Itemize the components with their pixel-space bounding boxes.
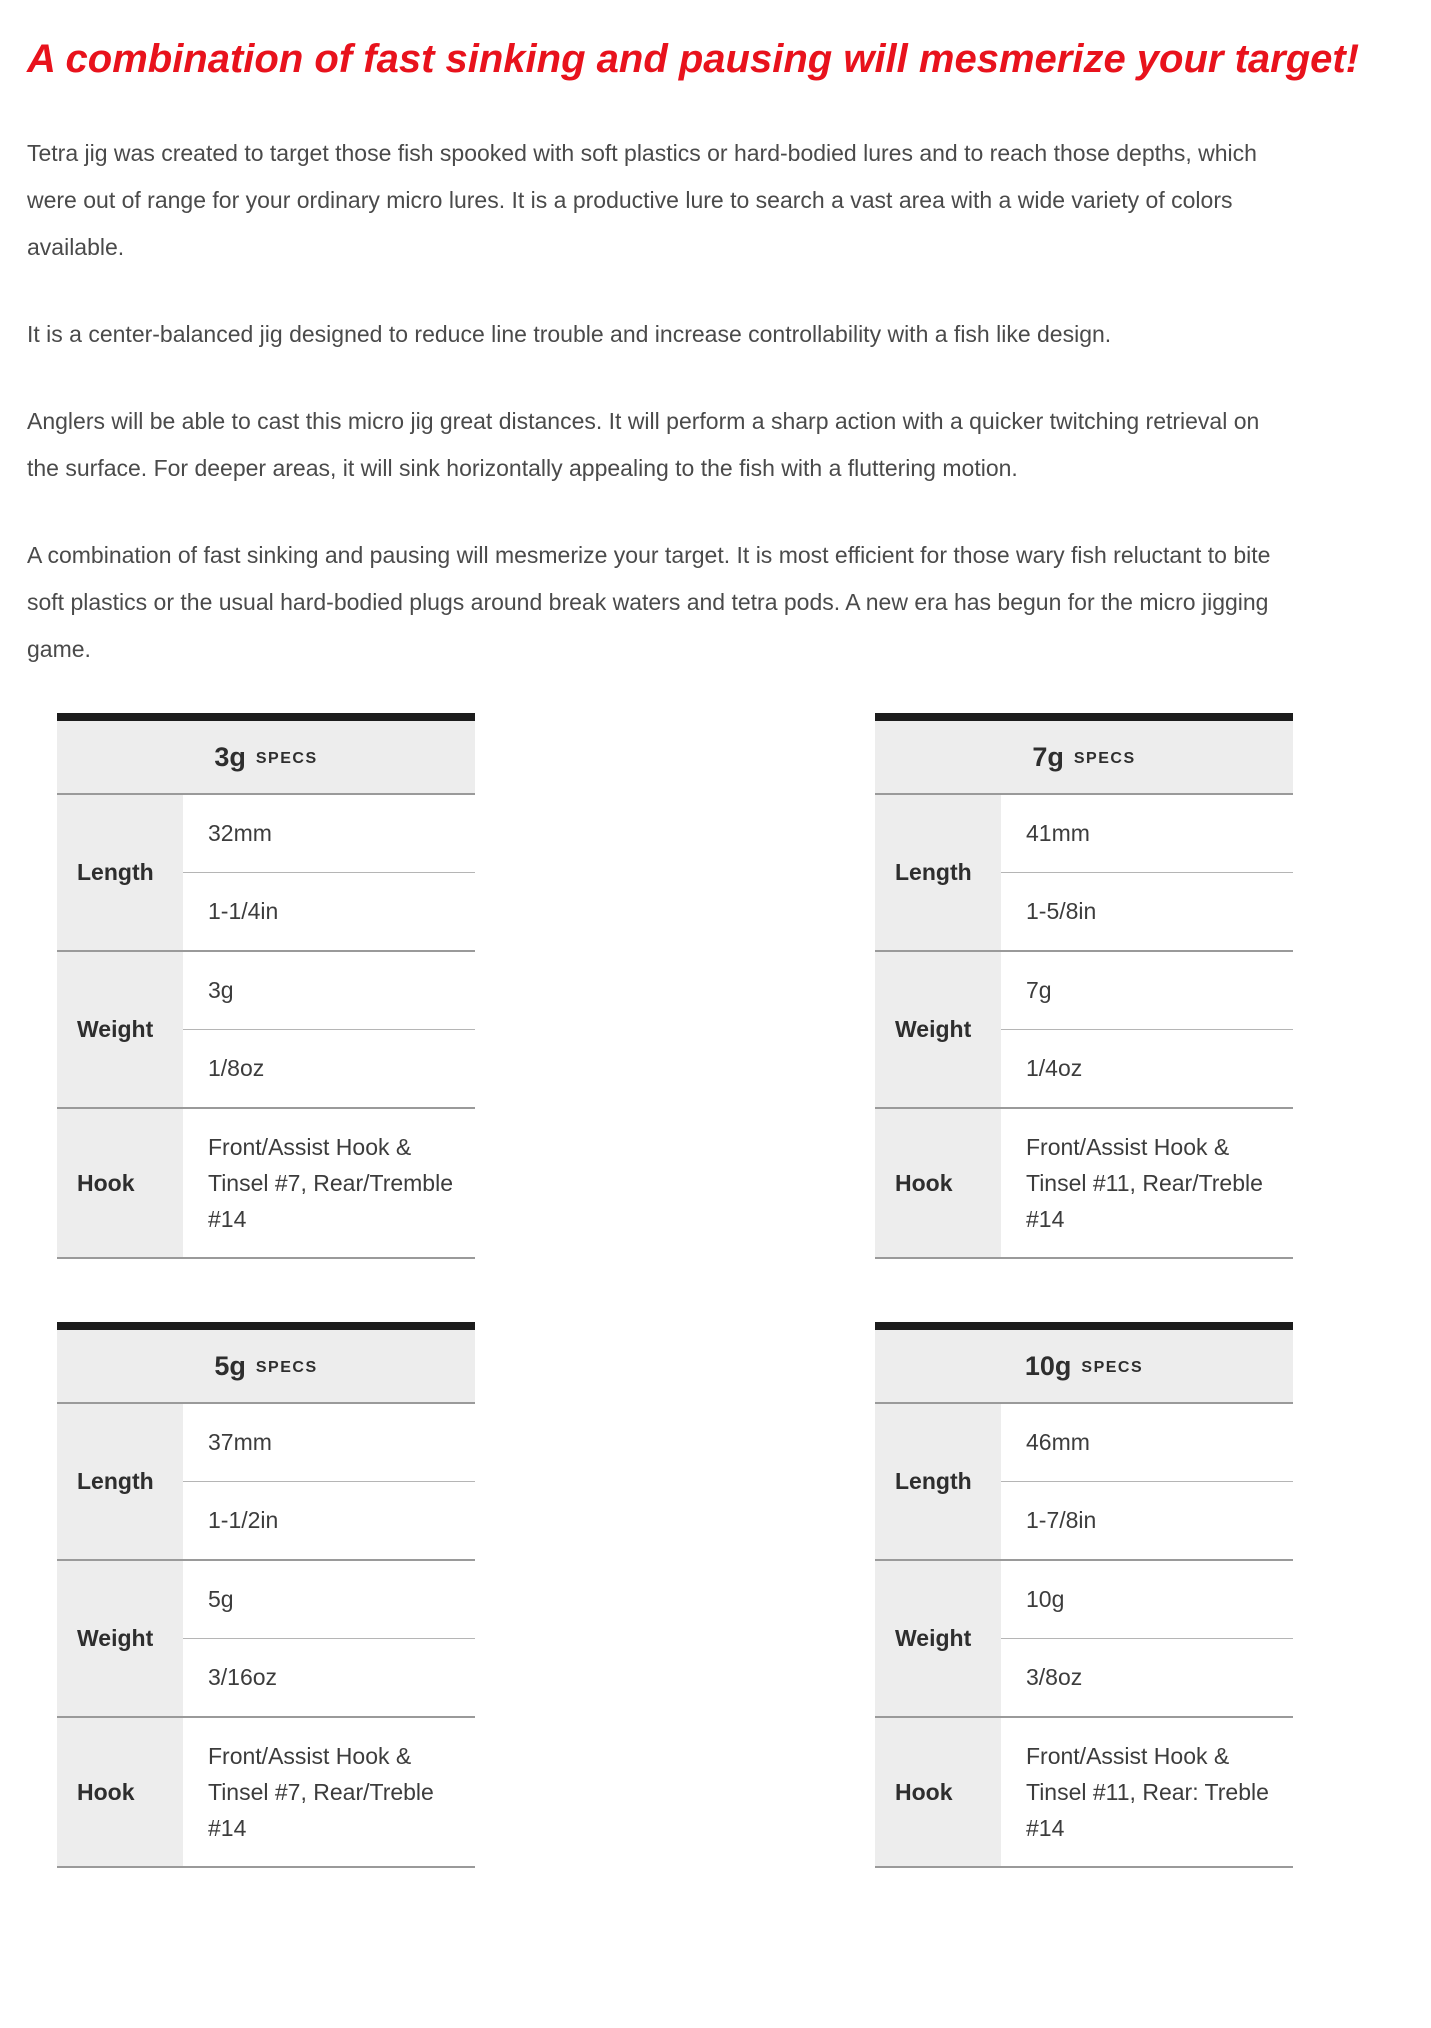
length-values: [183, 1404, 475, 1559]
length-label: Length: [57, 1404, 183, 1559]
length-in-value: 1-1/2in: [183, 1481, 475, 1559]
length-label: Length: [875, 795, 1001, 950]
table-title-weight: 3g: [214, 741, 246, 772]
weight-row: [57, 1561, 475, 1718]
length-values: [1001, 1404, 1293, 1559]
table-title-weight: 10g: [1024, 1350, 1072, 1381]
hook-values: [183, 1718, 475, 1866]
table-top-bar: [875, 1322, 1293, 1330]
hook-value: Front/Assist Hook & Tinsel #7, Rear/Treble #14: [208, 1743, 434, 1841]
hook-value: Front/Assist Hook & Tinsel #7, Rear/Tremble #14: [208, 1134, 453, 1232]
table-header-3g: [57, 721, 475, 795]
weight-oz-value: 3/16oz: [183, 1638, 475, 1716]
hook-value: Front/Assist Hook & Tinsel #11, Rear: Treble #14: [1026, 1743, 1269, 1841]
hook-values: [1001, 1109, 1293, 1257]
paragraph-summary: A combination of fast sinking and pausing will mesmerize your target. It is most efficient for those wary fish reluctant to bite soft plastics or the usual hard-bodied plugs around break waters and tetra pods. A new era has begun for the micro jigging game.: [27, 542, 1271, 662]
weight-row: [875, 952, 1293, 1109]
weight-label: Weight: [57, 952, 183, 1107]
hook-values: [183, 1109, 475, 1257]
weight-label: Weight: [57, 1561, 183, 1716]
weight-label: Weight: [875, 1561, 1001, 1716]
weight-oz-value: 3/8oz: [1001, 1638, 1293, 1716]
weight-row: [875, 1561, 1293, 1718]
hook-value: Front/Assist Hook & Tinsel #11, Rear/Treble #14: [1026, 1134, 1263, 1232]
length-row: [875, 1404, 1293, 1561]
spec-table-5g: [57, 1322, 475, 1868]
length-row: [57, 1404, 475, 1561]
weight-oz-value: 1/4oz: [1001, 1029, 1293, 1107]
hook-label: Hook: [875, 1718, 1001, 1866]
hook-values: [1001, 1718, 1293, 1866]
hook-label: Hook: [57, 1109, 183, 1257]
weight-values: [1001, 1561, 1293, 1716]
weight-values: [183, 1561, 475, 1716]
spec-table-7g: [875, 713, 1293, 1259]
page-title: A combination of fast sinking and pausing will mesmerize your target!: [27, 37, 1360, 81]
hook-row: [875, 1109, 1293, 1259]
table-top-bar: [57, 713, 475, 721]
length-row: [57, 795, 475, 952]
hook-label: Hook: [57, 1718, 183, 1866]
table-title-specs: SPECS: [1073, 750, 1136, 767]
length-mm-value: 41mm: [1026, 820, 1090, 846]
weight-g-value: 10g: [1026, 1586, 1065, 1612]
length-in-value: 1-7/8in: [1001, 1481, 1293, 1559]
hook-row: [57, 1109, 475, 1259]
weight-g-value: 3g: [208, 977, 234, 1003]
table-header-5g: [57, 1330, 475, 1404]
table-title-specs: SPECS: [255, 1359, 318, 1376]
table-top-bar: [57, 1322, 475, 1330]
spec-table-10g: [875, 1322, 1293, 1868]
table-title-weight: 5g: [214, 1350, 246, 1381]
table-title-specs: SPECS: [1081, 1359, 1144, 1376]
length-values: [1001, 795, 1293, 950]
paragraph-balance: It is a center-balanced jig designed to reduce line trouble and increase controllability with a fish like design.: [27, 321, 1112, 347]
weight-g-value: 7g: [1026, 977, 1052, 1003]
spec-tables-grid: [57, 713, 1293, 1868]
length-mm-value: 37mm: [208, 1429, 272, 1455]
weight-row: [57, 952, 475, 1109]
weight-values: [1001, 952, 1293, 1107]
length-mm-value: 32mm: [208, 820, 272, 846]
length-mm-value: 46mm: [1026, 1429, 1090, 1455]
weight-label: Weight: [875, 952, 1001, 1107]
length-in-value: 1-1/4in: [183, 872, 475, 950]
table-title-weight: 7g: [1032, 741, 1064, 772]
table-header-10g: [875, 1330, 1293, 1404]
length-values: [183, 795, 475, 950]
length-in-value: 1-5/8in: [1001, 872, 1293, 950]
table-top-bar: [875, 713, 1293, 721]
table-header-7g: [875, 721, 1293, 795]
spec-table-3g: [57, 713, 475, 1259]
length-label: Length: [57, 795, 183, 950]
length-label: Length: [875, 1404, 1001, 1559]
weight-oz-value: 1/8oz: [183, 1029, 475, 1107]
weight-values: [183, 952, 475, 1107]
hook-row: [875, 1718, 1293, 1868]
paragraph-intro: Tetra jig was created to target those fish spooked with soft plastics or hard-bodied lures and to reach those depths, which were out of range for your ordinary micro lures. It is a productive lure to search a vast area with a wide variety of colors available.: [27, 140, 1257, 260]
hook-label: Hook: [875, 1109, 1001, 1257]
length-row: [875, 795, 1293, 952]
page-content: [0, 28, 1431, 673]
paragraph-casting: Anglers will be able to cast this micro jig great distances. It will perform a sharp action with a quicker twitching retrieval on the surface. For deeper areas, it will sink horizontally appealing to the fish with a fluttering motion.: [27, 408, 1260, 481]
weight-g-value: 5g: [208, 1586, 234, 1612]
table-title-specs: SPECS: [255, 750, 318, 767]
hook-row: [57, 1718, 475, 1868]
